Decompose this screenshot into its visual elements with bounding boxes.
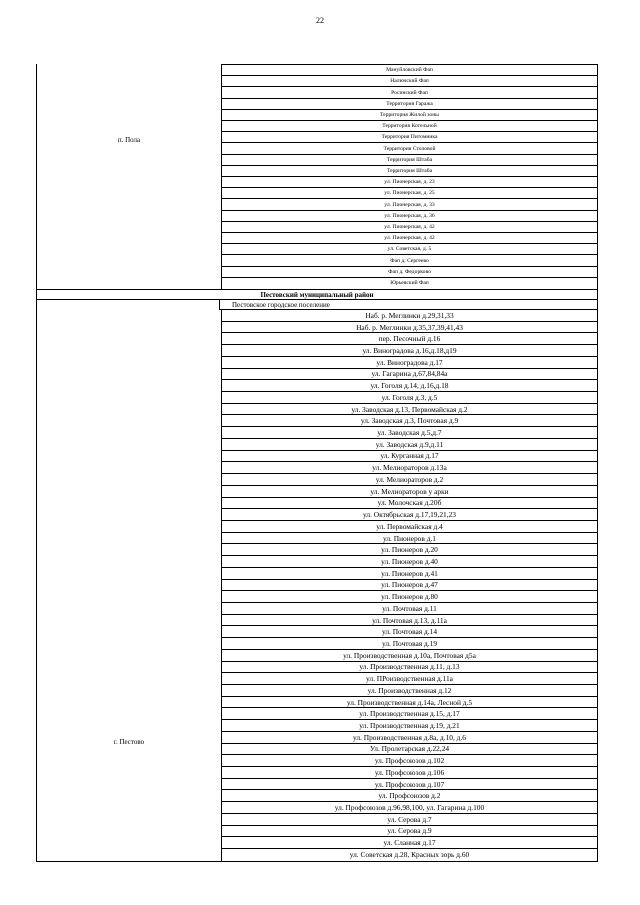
district-header: Пестовский муниципальный район xyxy=(36,290,598,300)
settlement-left-cell xyxy=(36,300,220,310)
address-row: ул. Советская, д. 5 xyxy=(222,244,597,255)
address-row: ул. Производственная д.10а, Почтовая д5а xyxy=(222,650,597,662)
address-row: Юрьевский Фап xyxy=(390,280,429,287)
address-row: ул. Мелиораторов д.2 xyxy=(222,474,597,486)
address-row: ул. Заводская д.13, Первомайская д.2 xyxy=(222,404,597,416)
address-row: ул. Первомайская д.4 xyxy=(222,521,597,533)
address-row: ул. Профсоюзов д.106 xyxy=(222,767,597,779)
address-row: Территория Жилой зоны xyxy=(222,110,597,121)
address-row: ул. Серова д.9 xyxy=(222,826,597,838)
address-row: ул. Заводская д.5,д.7 xyxy=(222,427,597,439)
address-row: ул. Профсоюзов д.107 xyxy=(222,779,597,791)
address-row: ул. Профсоюзов д.2 xyxy=(222,790,597,802)
pola-locality-cell xyxy=(37,64,222,289)
address-row: ул. Гагарина д.67,84,84а xyxy=(222,369,597,381)
address-row: ул. Профсоюзов д.96,98,100, ул. Гагарина д.100 xyxy=(222,802,597,814)
address-row: Наб. р. Меглинки д.35,37,39,41,43 xyxy=(222,322,597,334)
address-row: ул. Производственная д.14а, Лесной д.5 xyxy=(222,697,597,709)
address-row: ул. Производственная д.12 xyxy=(222,685,597,697)
pestovo-locality-cell xyxy=(37,310,222,861)
address-row: ул. Пионеров д.80 xyxy=(222,591,597,603)
address-row: Территория Котельной xyxy=(222,121,597,132)
address-row: Ул. Пролетарская д.22,24 xyxy=(222,744,597,756)
address-row: ул. Молочская д.20б xyxy=(222,498,597,510)
address-row: Территория Гаража xyxy=(222,99,597,110)
pestovo-block xyxy=(36,310,598,862)
address-row: ул. Мелиораторов д.13а xyxy=(222,462,597,474)
address-row: Территория Штаба xyxy=(222,166,597,177)
address-row: ул. Сланная д.17 xyxy=(222,837,597,849)
address-row: ул. Пионерская, д. 33 xyxy=(222,199,597,210)
address-row: ул. Пионерская, д. 23 xyxy=(222,177,597,188)
address-row: Фап д. Федорково xyxy=(222,267,597,278)
address-row: ул. Заводская д.3, Почтовая д.9 xyxy=(222,415,597,427)
page-number: 22 xyxy=(316,16,324,25)
address-row: ул. ПРоизводственная д.11а xyxy=(222,673,597,685)
address-row: ул. Пионеров д.40 xyxy=(222,556,597,568)
address-row: ул. Профсоюзов д.102 xyxy=(222,755,597,767)
address-row: ул. Производственная д.8а, д.10, д.6 xyxy=(222,732,597,744)
address-row: ул. Почтовая д.11 xyxy=(222,603,597,615)
address-row: ул. Почтовая д.19 xyxy=(222,638,597,650)
address-row: ул. Серова д.7 xyxy=(222,814,597,826)
address-row: ул. Заводская д.9,д.11 xyxy=(222,439,597,451)
address-row: ул. Пионерская, д. 42 xyxy=(222,233,597,244)
pestovo-locality-label: г. Пестово xyxy=(113,738,145,746)
address-row: Налючский Фап xyxy=(222,76,597,87)
address-row: ул. Виноградова д.16,д.18,д19 xyxy=(222,345,597,357)
address-row: Территория Столовой xyxy=(222,143,597,154)
settlement-row xyxy=(36,300,598,310)
address-row: ул. Пионеров д.1 xyxy=(222,533,597,545)
pola-locality-label: п. Пола xyxy=(117,136,141,144)
address-row: ул. Октябрьская д.17,19,21,23 xyxy=(222,509,597,521)
address-row: ул. Производственная д.11, д.13 xyxy=(222,662,597,674)
address-row: Росинский Фап xyxy=(222,87,597,98)
address-row: Территория Питомника xyxy=(222,132,597,143)
pola-block xyxy=(36,64,598,290)
address-row: Наб. р. Меглинки д.29,31,33 xyxy=(222,310,597,322)
address-row: ул. Советская д.28, Красных зорь д.60 xyxy=(349,850,470,860)
address-row: ул. Мелиораторов у арки xyxy=(222,486,597,498)
address-row: ул. Производственная д.15, д.17 xyxy=(222,708,597,720)
address-row: ул. Гоголя д.3, д.5 xyxy=(222,392,597,404)
address-table xyxy=(36,64,598,862)
address-row: ул. Виноградова д.17 xyxy=(222,357,597,369)
address-row: ул. Производственная д.19, д.21 xyxy=(222,720,597,732)
address-row: Мануйловский Фап xyxy=(222,65,597,76)
address-row: ул. Пионеров д.41 xyxy=(222,568,597,580)
address-row: ул. Пионерская, д. 42 xyxy=(222,222,597,233)
pestovo-address-list xyxy=(222,310,598,861)
address-row: ул. Почтовая д.13, д.11а xyxy=(222,615,597,627)
address-row: ул. Пионерская, д. 25 xyxy=(222,188,597,199)
address-row: ул. Гоголя д.14, д.16,д.18 xyxy=(222,380,597,392)
address-row: Территория Штаба xyxy=(222,155,597,166)
pola-address-list xyxy=(222,64,598,289)
address-row: пер. Песочный д.16 xyxy=(222,333,597,345)
settlement-label: Пестовское городское поселение xyxy=(220,300,598,310)
address-row: ул. Пионеров д.20 xyxy=(222,544,597,556)
address-row: ул. Курганная д.17 xyxy=(222,451,597,463)
address-row: ул. Пионерская, д. 36 xyxy=(222,211,597,222)
address-row: Фап д. Сергеево xyxy=(222,255,597,266)
address-row: ул. Почтовая д.14 xyxy=(222,626,597,638)
address-row: ул. Пионеров д.47 xyxy=(222,580,597,592)
